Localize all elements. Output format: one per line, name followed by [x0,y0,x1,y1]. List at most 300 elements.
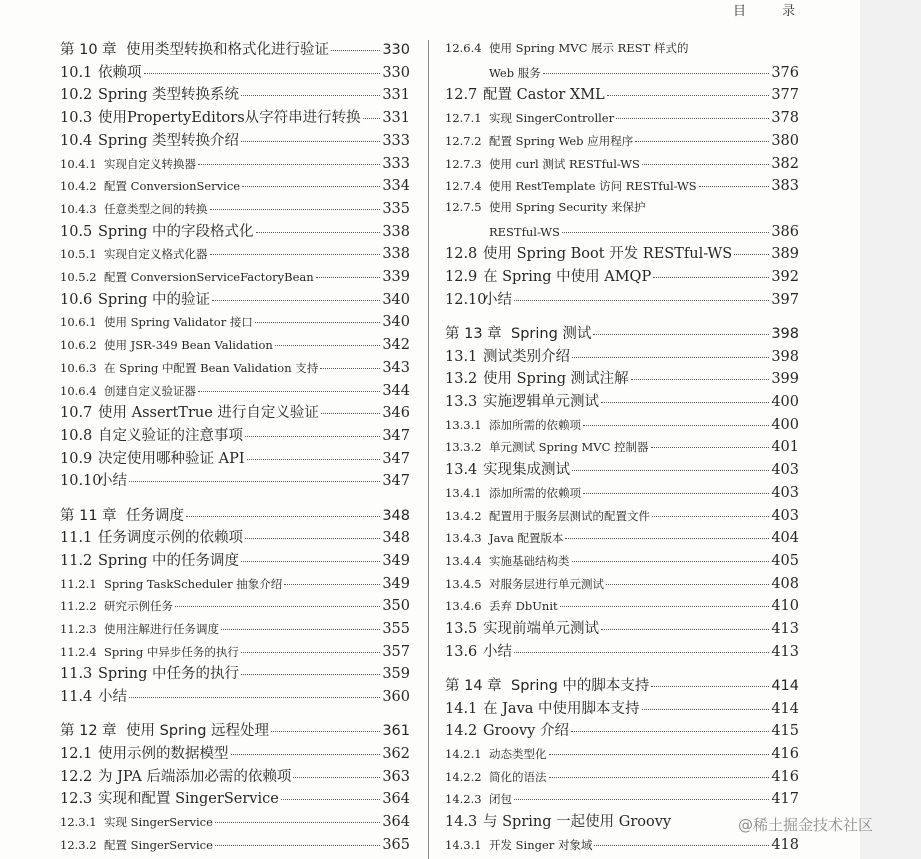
toc-subsection-entry [445,133,799,150]
toc-title: 实施逻辑单元测试 [483,394,599,410]
toc-number: 10.3 [60,110,93,127]
toc-page-number: 357 [382,643,410,660]
toc-leader-dots [699,185,770,187]
toc-subsection-entry [60,814,410,831]
toc-title: 单元测试 Spring MVC 控制器 [489,440,649,455]
toc-number: 10.6.3 [60,360,97,375]
toc-title: 使用PropertyEditors从字符串进行转换 [98,110,361,127]
toc-leader-dots [293,776,380,778]
toc-page-number: 413 [771,621,799,637]
toc-subsection-entry [445,417,799,434]
toc-page-number: 378 [771,110,799,127]
toc-number: 12.3 [60,791,93,808]
toc-subsection-entry [445,553,799,570]
toc-page-number: 333 [382,132,410,149]
toc-title: 实现自定义格式化器 [104,247,208,262]
toc-page-number: 382 [771,155,799,172]
toc-leader-dots [215,821,380,823]
toc-page-number: 403 [771,507,799,524]
toc-title: Spring 中的任务调度 [98,552,240,569]
toc-leader-dots [514,651,769,653]
toc-number: 13.4.1 [445,485,482,500]
toc-leader-dots [571,730,769,732]
toc-leader-dots [549,753,770,755]
toc-page-number: 330 [382,42,410,58]
toc-title: 决定使用哪种验证 API [98,450,245,467]
toc-page-number: 380 [771,132,799,149]
toc-page-number: 348 [382,507,410,524]
toc-number: 10.4 [60,132,93,149]
toc-leader-dots [175,605,380,607]
toc-number: 第 14 章 [445,677,502,694]
toc-leader-dots [231,753,381,755]
toc-page-number: 416 [771,768,799,785]
toc-number: 10.4.3 [60,201,97,216]
toc-number: 11.2.1 [60,576,97,591]
toc-section-entry [60,451,410,468]
toc-title: 使用示例的数据模型 [98,746,229,762]
toc-number: 11.2 [60,552,93,569]
toc-number: 13.3.2 [445,440,482,455]
toc-subsection-entry [445,439,799,456]
toc-number: 13.6 [445,643,478,660]
toc-number: 14.2.2 [445,769,482,784]
toc-title: 研究示例任务 [104,599,173,614]
watermark: @稀土掘金技术社区 [738,816,874,834]
toc-page-number: 346 [382,405,410,422]
toc-number: 11.2.4 [60,644,97,659]
toc-subsection-entry [445,530,799,547]
toc-page-number: 361 [382,723,410,740]
toc-page-number: 414 [771,677,799,694]
toc-page-number: 364 [382,814,410,831]
toc-title: 使用 curl 测试 RESTful-WS [489,156,640,171]
toc-section-entry [445,269,799,286]
toc-leader-dots [543,72,770,74]
toc-leader-dots [635,140,769,142]
toc-page-number: 355 [382,621,410,637]
toc-number: 13.3.1 [445,417,482,432]
toc-page-number: 376 [771,64,799,81]
toc-leader-dots [583,492,769,494]
toc-number: 10.4.2 [60,179,97,194]
toc-leader-dots [653,276,769,278]
toc-subsection-entry [445,508,799,525]
toc-page-number: 349 [382,552,410,569]
toc-subsection-entry [445,837,799,854]
toc-page-number: 404 [771,530,799,547]
toc-number: 第 11 章 [60,507,117,524]
toc-leader-dots [514,299,769,301]
toc-section-entry [445,723,799,740]
toc-section-entry [60,553,410,570]
toc-title: 使用 Spring Validator 接口 [104,315,253,330]
toc-page-number: 418 [771,836,799,853]
toc-page-number: 408 [771,575,799,592]
toc-page-number: 405 [771,552,799,569]
toc-page-number: 399 [771,371,799,388]
toc-number: 12.7.1 [445,111,482,126]
toc-number: 12.2 [60,768,93,785]
toc-page-number: 416 [771,746,799,762]
toc-number: 10.1 [60,64,93,81]
toc-subsection-entry [60,837,410,854]
toc-subsection-entry [60,644,410,661]
toc-page-number: 334 [382,178,410,195]
toc-leader-dots [215,844,380,846]
toc-title: 在 Spring 中配置 Bean Validation 支持 [104,360,319,375]
toc-leader-dots [241,651,380,653]
toc-page-number: 360 [382,689,410,706]
toc-number: 13.4.3 [445,531,482,546]
toc-page-number: 398 [771,348,799,365]
toc-title: 实现 SingerController [489,111,615,126]
toc-leader-dots [734,253,769,255]
toc-leader-dots [549,776,770,778]
toc-subsection-entry [60,246,410,263]
toc-section-entry [445,292,799,309]
toc-leader-dots [363,117,381,119]
toc-leader-dots [320,367,380,369]
toc-page-number: 347 [382,427,410,444]
toc-page-number: 389 [771,246,799,263]
toc-leader-dots [560,605,770,607]
toc-title: RESTful-WS [489,224,560,239]
toc-title: 使用 Spring 远程处理 [126,723,270,740]
toc-subsection-entry [445,224,799,241]
toc-section-entry [60,689,410,706]
toc-leader-dots [198,390,380,392]
toc-number: 14.3.1 [445,837,482,852]
toc-leader-dots [514,798,769,800]
toc-page-number: 401 [771,439,799,456]
toc-leader-dots [129,480,380,482]
toc-number: 12.1 [60,746,93,762]
toc-title: 使用 AssertTrue 进行自定义验证 [98,405,319,422]
toc-leader-dots [245,537,380,539]
toc-subsection-entry [60,598,410,615]
toc-leader-dots [241,560,380,562]
toc-title: 对服务层进行单元测试 [489,576,604,591]
toc-number: 第 10 章 [60,42,117,58]
toc-chapter-entry [445,678,799,695]
toc-title: 依赖项 [98,64,142,81]
toc-title: Spring TaskScheduler 抽象介绍 [104,576,283,591]
toc-title: 小结 [483,643,512,660]
toc-title: 添加所需的依赖项 [489,417,581,432]
toc-number: 12.10 [445,291,487,308]
toc-number: 11.4 [60,689,93,706]
toc-subsection-entry [60,156,410,173]
toc-title: 配置 Spring Web 应用程序 [489,133,634,148]
toc-section-entry [445,87,799,104]
toc-section-entry [60,791,410,808]
toc-title: Spring 类型转换介绍 [98,132,240,149]
toc-number: 13.1 [445,348,478,365]
toc-title: 自定义验证的注意事项 [98,427,243,444]
toc-title: Spring 中的验证 [98,291,211,308]
toc-number: 10.9 [60,450,93,467]
toc-section-entry [60,769,410,786]
toc-leader-dots [241,140,380,142]
toc-title: Spring 中异步任务的执行 [104,644,239,659]
toc-number: 10.2 [60,87,93,104]
toc-title: 丢弃 DbUnit [489,599,558,614]
toc-title: 使用 Spring MVC 展示 REST 样式的 [489,41,689,55]
toc-page-number: 377 [771,87,799,104]
toc-page-number: 338 [382,223,410,240]
toc-leader-dots [331,49,380,51]
toc-section-entry [445,371,799,388]
toc-page-number: 417 [771,791,799,808]
toc-title: 配置 ConversionService [104,179,241,194]
toc-page-number: 340 [382,291,410,308]
toc-subsection-entry [60,383,410,400]
toc-number: 12.6.4 [445,41,482,55]
toc-subsection-entry [445,769,799,786]
toc-leader-dots [642,708,770,710]
toc-leader-dots [572,356,769,358]
toc-leader-dots [572,469,769,471]
toc-subsection-entry [60,314,410,331]
toc-section-entry [445,246,799,263]
page-header: 目 录 [733,4,812,19]
toc-title: 实现 SingerService [104,815,213,830]
toc-number: 13.4.2 [445,508,482,523]
toc-number: 10.5 [60,223,93,240]
toc-chapter-entry [445,326,799,343]
toc-page-number: 359 [382,666,410,683]
toc-title: 开发 Singer 对象域 [489,837,593,852]
toc-page-number: 350 [382,598,410,615]
toc-leader-dots [593,333,769,335]
toc-subsection-entry [60,201,410,218]
toc-section-entry [445,349,799,366]
toc-title: Groovy 介绍 [483,723,569,740]
toc-chapter-entry [60,42,410,59]
toc-subsection-entry [445,110,799,127]
toc-title: Java 配置版本 [489,531,564,546]
toc-number: 13.4.4 [445,553,482,568]
toc-number: 14.2.3 [445,792,482,807]
toc-page-number: 338 [382,246,410,263]
toc-page-number: 414 [771,700,799,717]
toc-section-entry [445,644,799,661]
toc-page-number: 398 [771,325,799,342]
toc-number: 11.2.2 [60,599,97,614]
toc-leader-dots [221,628,380,630]
toc-number: 12.7.3 [445,156,482,171]
toc-leader-dots [256,231,381,233]
toc-number: 11.1 [60,530,93,547]
toc-page-number: 400 [771,394,799,410]
toc-number: 13.4 [445,462,478,479]
toc-number: 10.10 [60,473,102,490]
toc-leader-dots [247,458,381,460]
toc-page-number: 343 [382,359,410,376]
toc-number: 12.7.2 [445,133,482,148]
toc-leader-dots [316,276,381,278]
toc-number: 第 13 章 [445,325,502,342]
toc-page-number: 349 [382,575,410,592]
toc-page-number: 383 [771,178,799,195]
toc-leader-dots [565,537,769,539]
toc-title: 实现和配置 SingerService [98,791,279,808]
toc-page-number: 333 [382,155,410,172]
toc-title: 与 Spring 一起使用 Groovy [483,814,672,831]
toc-section-entry [445,394,799,411]
toc-subsection-entry [445,598,799,615]
toc-subsection-entry [60,178,410,195]
toc-section-entry [60,473,410,490]
toc-subsection-entry [60,269,410,286]
toc-page-number: 392 [771,269,799,285]
toc-section-entry [60,224,410,241]
page-margin [860,0,921,859]
toc-title: 配置 Castor XML [483,87,605,104]
toc-subsection-entry [445,485,799,502]
toc-page-number: 331 [382,110,410,127]
toc-number: 12.3.2 [60,837,97,852]
toc-subsection-entry [445,65,799,82]
toc-chapter-entry [60,508,410,525]
toc-leader-dots [245,435,380,437]
toc-title: Spring 测试 [511,325,592,342]
toc-leader-dots [652,515,769,517]
toc-title: 在 Java 中使用脚本支持 [483,700,640,717]
toc-title: 任意类型之间的转换 [104,201,208,216]
toc-number: 10.5.1 [60,247,97,262]
toc-section-entry [60,87,410,104]
toc-subsection-entry [445,576,799,593]
toc-title: 使用 Spring 测试注解 [483,371,629,388]
toc-page-number: 415 [771,723,799,740]
toc-leader-dots [601,628,769,630]
toc-leader-dots [144,72,381,74]
toc-title: Spring 中的脚本支持 [511,677,650,694]
toc-title: 实现自定义转换器 [104,156,196,171]
toc-page-number: 340 [382,314,410,331]
toc-number: 12.7 [445,87,478,104]
toc-leader-dots [212,299,380,301]
toc-section-entry [60,133,410,150]
toc-title: Spring 类型转换系统 [98,87,240,104]
toc-subsection-entry [60,360,410,377]
toc-number: 10.6.1 [60,315,97,330]
toc-number: 10.8 [60,427,93,444]
toc-page-number: 403 [771,462,799,479]
toc-page-number: 331 [382,87,410,104]
toc-page-number: 344 [382,382,410,399]
toc-subsection-entry [445,178,799,195]
toc-number: 10.7 [60,405,93,422]
toc-number: 12.3.1 [60,815,97,830]
toc-subsection-entry [445,42,799,55]
toc-subsection-entry [60,337,410,354]
toc-leader-dots [198,163,380,165]
toc-section-entry [60,292,410,309]
toc-page-number: 403 [771,484,799,501]
toc-number: 12.8 [445,246,478,263]
toc-subsection-entry [445,791,799,808]
toc-leader-dots [284,583,380,585]
toc-title: 添加所需的依赖项 [489,485,581,500]
toc-number: 13.3 [445,394,478,410]
toc-title: 测试类别介绍 [483,348,570,365]
toc-title: 小结 [98,689,127,706]
toc-section-entry [60,110,410,127]
toc-leader-dots [275,344,381,346]
toc-leader-dots [241,94,380,96]
toc-page-number: 364 [382,791,410,808]
toc-subsection-entry [60,621,410,638]
toc-number: 10.6.2 [60,338,97,353]
toc-page-number: 397 [771,291,799,308]
toc-leader-dots [616,117,769,119]
toc-title: 使用 JSR-349 Bean Validation [104,338,273,353]
toc-section-entry [60,530,410,547]
toc-title: 实现集成测试 [483,462,570,479]
toc-section-entry [445,462,799,479]
toc-leader-dots [606,583,769,585]
toc-subsection-entry [445,746,799,763]
toc-leader-dots [210,208,381,210]
toc-title: 动态类型化 [489,747,547,761]
toc-page-number: 339 [382,269,410,285]
toc-section-entry [60,746,410,763]
toc-title: Spring 中的字段格式化 [98,223,254,240]
toc-title: 小结 [483,291,512,308]
toc-number: 10.6 [60,291,93,308]
toc-title: 使用 Spring Boot 开发 RESTful-WS [483,246,733,263]
toc-leader-dots [651,685,769,687]
toc-number: 13.2 [445,371,478,388]
toc-page-number: 362 [382,746,410,762]
toc-leader-dots [631,378,770,380]
toc-leader-dots [601,401,769,403]
toc-title: 配置 ConversionServiceFactoryBean [104,270,314,284]
toc-number: 14.3 [445,814,478,831]
toc-leader-dots [271,730,380,732]
toc-page-number: 413 [771,643,799,660]
toc-section-entry [60,65,410,82]
toc-number: 12.7.5 [445,199,482,214]
toc-leader-dots [242,185,380,187]
toc-number: 10.6.4 [60,383,97,398]
toc-page-number: 363 [382,768,410,785]
toc-number: 13.5 [445,621,478,637]
toc-title: 小结 [98,473,127,490]
toc-title: 配置 SingerService [104,837,213,852]
toc-section-entry [60,666,410,683]
toc-leader-dots [607,94,770,96]
toc-leader-dots [651,446,770,448]
toc-page-number: 365 [382,836,410,853]
toc-leader-dots [642,163,769,165]
toc-number: 14.2.1 [445,747,482,761]
toc-title: 使用 Spring Security 来保护 [489,199,646,214]
toc-title: Web 服务 [489,65,541,80]
toc-number: 13.4.6 [445,599,482,614]
toc-leader-dots [321,412,380,414]
toc-page-number: 347 [382,473,410,490]
toc-number: 11.2.3 [60,622,97,636]
toc-number: 10.4.1 [60,156,97,171]
toc-title: 任务调度 [126,507,184,524]
toc-title: 实现前端单元测试 [483,621,599,637]
toc-title: 使用类型转换和格式化进行验证 [126,42,329,58]
toc-number: 12.7.4 [445,179,482,194]
